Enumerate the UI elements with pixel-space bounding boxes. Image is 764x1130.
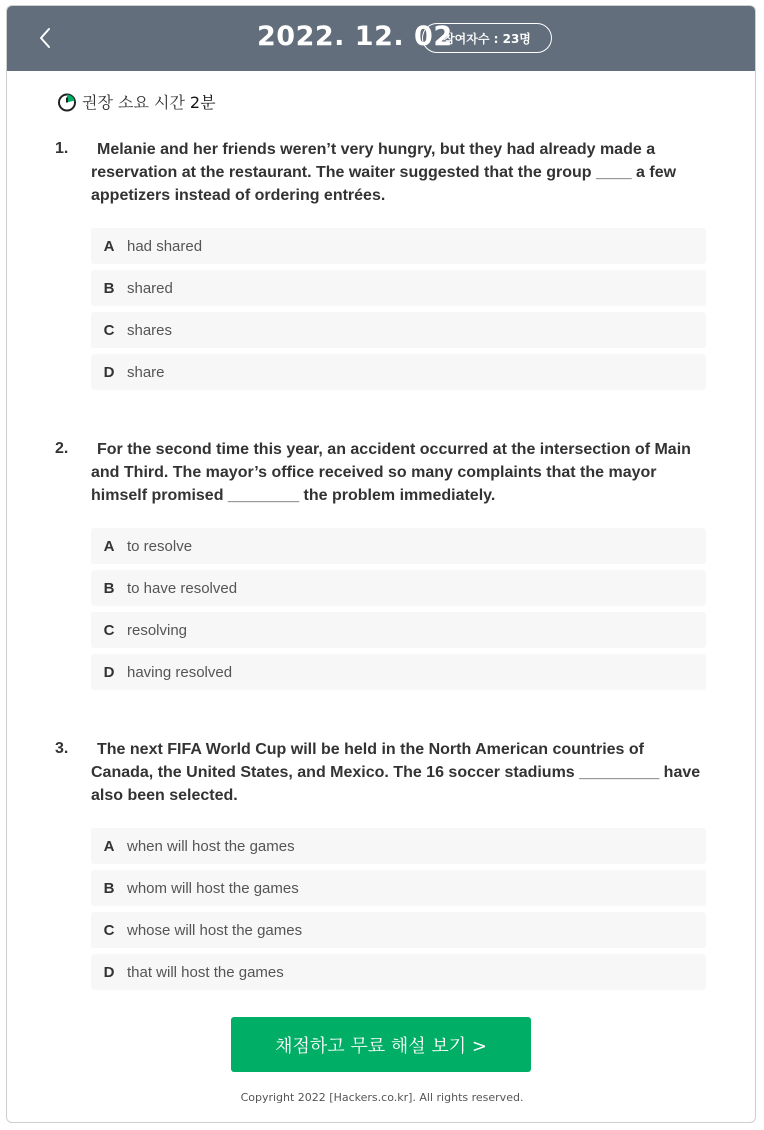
option-text: shares <box>127 321 173 339</box>
clock-icon <box>57 92 77 112</box>
option-letter: C <box>103 621 115 639</box>
option-c[interactable] <box>91 612 706 648</box>
chevron-left-icon <box>39 27 51 49</box>
option-b[interactable] <box>91 870 706 906</box>
option-b[interactable] <box>91 570 706 606</box>
question-text: The next FIFA World Cup will be held in the North American countries of Canada, the United States, and Mexico. The 16 soccer stadiums _________ have also been selected. <box>91 741 701 804</box>
option-text: to resolve <box>127 537 193 555</box>
option-letter: A <box>103 537 115 555</box>
recommended-time <box>57 90 216 113</box>
option-text: whom will host the games <box>127 879 299 897</box>
option-letter: D <box>103 963 115 981</box>
option-c[interactable] <box>91 312 706 348</box>
quiz-page <box>6 5 756 1123</box>
recommended-time-value: 2분 <box>189 93 216 112</box>
option-text: having resolved <box>127 663 233 681</box>
option-text: that will host the games <box>127 963 284 981</box>
question-text: For the second time this year, an accident occurred at the intersection of Main and Third. The mayor’s office received so many complaints that the mayor himself promised ________ the problem immediately. <box>91 441 691 504</box>
option-letter: D <box>103 363 115 381</box>
option-letter: C <box>103 921 115 939</box>
question-number: 1. <box>55 140 69 157</box>
option-letter: D <box>103 663 115 681</box>
option-text: to have resolved <box>127 579 238 597</box>
copyright-notice: Copyright 2022 [Hackers.co.kr]. All rights reserved. <box>240 1091 524 1104</box>
option-letter: B <box>103 579 115 597</box>
option-d[interactable] <box>91 654 706 690</box>
option-a[interactable] <box>91 528 706 564</box>
option-a[interactable] <box>91 228 706 264</box>
option-d[interactable] <box>91 354 706 390</box>
option-letter: A <box>103 837 115 855</box>
option-letter: A <box>103 237 115 255</box>
option-a[interactable] <box>91 828 706 864</box>
question-number: 3. <box>55 740 69 757</box>
option-b[interactable] <box>91 270 706 306</box>
grade-and-view-explanation-button[interactable]: 채점하고 무료 해설 보기 > <box>231 1017 531 1072</box>
recommended-time-label: 권장 소요 시간 <box>82 93 185 112</box>
header-bar <box>7 6 755 71</box>
question-text: Melanie and her friends weren’t very hungry, but they had already made a reservation at the restaurant. The waiter suggested that the group ____ a few appetizers instead of ordering entrées. <box>91 141 677 204</box>
option-d[interactable] <box>91 954 706 990</box>
option-c[interactable] <box>91 912 706 948</box>
option-text: whose will host the games <box>127 921 303 939</box>
participant-count-badge: 참여자수 : 23명 <box>422 23 552 53</box>
option-text: when will host the games <box>127 837 295 855</box>
option-letter: B <box>103 279 115 297</box>
quiz-date: 2022. 12. 02 <box>257 21 453 52</box>
option-text: shared <box>127 279 173 297</box>
option-letter: C <box>103 321 115 339</box>
option-text: share <box>127 363 165 381</box>
option-text: had shared <box>127 237 203 255</box>
option-letter: B <box>103 879 115 897</box>
question-number: 2. <box>55 440 69 457</box>
option-text: resolving <box>127 621 188 639</box>
back-button[interactable] <box>33 24 57 52</box>
